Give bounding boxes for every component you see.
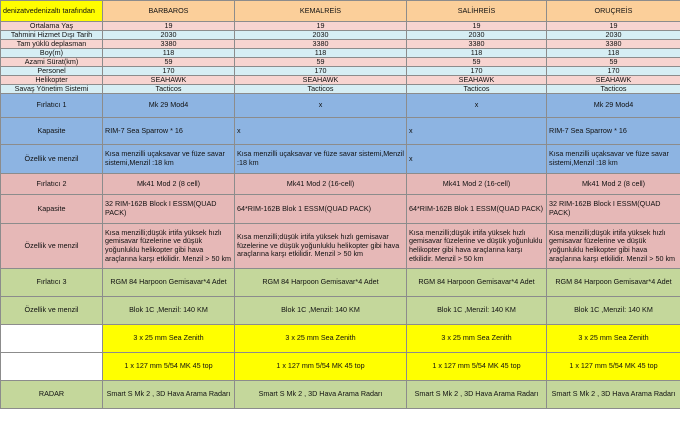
value-cell: 3 x 25 mm Sea Zenith: [407, 325, 547, 353]
row-label: Özellik ve menzil: [1, 224, 103, 269]
value-cell: Tacticos: [103, 85, 235, 94]
value-cell: Mk41 Mod 2 (16-cell): [235, 174, 407, 195]
value-cell: 2030: [103, 31, 235, 40]
value-cell: 59: [407, 58, 547, 67]
row-label: Fırlatıcı 2: [1, 174, 103, 195]
table-row: [1, 174, 680, 195]
row-label: Fırlatıcı 1: [1, 94, 103, 118]
value-cell: 19: [407, 22, 547, 31]
table-row: [1, 381, 680, 409]
value-cell: 59: [235, 58, 407, 67]
table-row: [1, 58, 680, 67]
value-cell: Smart S Mk 2 , 3D Hava Arama Radarı: [103, 381, 235, 409]
value-cell: 19: [547, 22, 680, 31]
row-label: Özellik ve menzil: [1, 145, 103, 174]
value-cell: SEAHAWK: [103, 76, 235, 85]
table-row: [1, 76, 680, 85]
value-cell: Kısa menzilli;düşük irtifa yüksek hızlı gemisavar füzelerine ve düşük yoğunluklu helikopter gibi hava araçlarına karşı etkilidir. Menzil > 50 km: [235, 224, 407, 269]
ship-header-barbaros: BARBAROS: [103, 1, 235, 22]
value-cell: 64*RIM-162B Blok 1 ESSM(QUAD PACK): [235, 195, 407, 224]
value-cell: 32 RIM-162B Block I ESSM(QUAD PACK): [547, 195, 680, 224]
row-label: [1, 325, 103, 353]
table-row: [1, 145, 680, 174]
value-cell: Smart S Mk 2 , 3D Hava Arama Radarı: [235, 381, 407, 409]
value-cell: 2030: [407, 31, 547, 40]
table-row: [1, 353, 680, 381]
row-label: Özellik ve menzil: [1, 297, 103, 325]
value-cell: Kısa menzilli;düşük irtifa yüksek hızlı gemisavar füzelerine ve düşük yoğunluklu helikopter gibi hava araçlarına karşı etkilidir. Menzil > 50 km: [407, 224, 547, 269]
ship-header-salihreis: SALİHREİS: [407, 1, 547, 22]
value-cell: Smart S Mk 2 , 3D Hava Arama Radarı: [547, 381, 680, 409]
value-cell: Mk 29 Mod4: [547, 94, 680, 118]
value-cell: 2030: [235, 31, 407, 40]
value-cell: 170: [235, 67, 407, 76]
ship-header-orucreis: ORUÇREİS: [547, 1, 680, 22]
value-cell: x: [407, 118, 547, 145]
value-cell: 118: [235, 49, 407, 58]
value-cell: Mk41 Mod 2 (8 cell): [547, 174, 680, 195]
row-label: RADAR: [1, 381, 103, 409]
table-row: [1, 269, 680, 297]
value-cell: Mk41 Mod 2 (16-cell): [407, 174, 547, 195]
value-cell: Smart S Mk 2 , 3D Hava Arama Radarı: [407, 381, 547, 409]
value-cell: Blok 1C ,Menzil: 140 KM: [407, 297, 547, 325]
value-cell: 1 x 127 mm 5/54 MK 45 top: [547, 353, 680, 381]
row-label: Boy(m): [1, 49, 103, 58]
value-cell: RGM 84 Harpoon Gemisavar*4 Adet: [407, 269, 547, 297]
table-row: [1, 67, 680, 76]
table-row: [1, 49, 680, 58]
row-label: Tahmini Hizmet Dışı Tarih: [1, 31, 103, 40]
table-row: [1, 22, 680, 31]
value-cell: x: [407, 94, 547, 118]
value-cell: Kısa menzilli uçaksavar ve füze savar sistemi,Menzil :18 km: [547, 145, 680, 174]
value-cell: 3380: [547, 40, 680, 49]
value-cell: 32 RIM-162B Block I ESSM(QUAD PACK): [103, 195, 235, 224]
value-cell: 19: [235, 22, 407, 31]
value-cell: Blok 1C ,Menzil: 140 KM: [103, 297, 235, 325]
value-cell: 3380: [235, 40, 407, 49]
value-cell: x: [235, 94, 407, 118]
value-cell: Tacticos: [547, 85, 680, 94]
value-cell: RGM 84 Harpoon Gemisavar*4 Adet: [547, 269, 680, 297]
table-row: [1, 94, 680, 118]
value-cell: 3380: [103, 40, 235, 49]
value-cell: x: [407, 145, 547, 174]
value-cell: 64*RIM-162B Blok 1 ESSM(QUAD PACK): [407, 195, 547, 224]
table-row: [1, 31, 680, 40]
row-label: Tam yüklü deplasman: [1, 40, 103, 49]
value-cell: Mk 29 Mod4: [103, 94, 235, 118]
row-label: Helikopter: [1, 76, 103, 85]
value-cell: Tacticos: [407, 85, 547, 94]
value-cell: Blok 1C ,Menzil: 140 KM: [235, 297, 407, 325]
table-row: [1, 224, 680, 269]
value-cell: RGM 84 Harpoon Gemisavar*4 Adet: [235, 269, 407, 297]
row-label: [1, 353, 103, 381]
table-row: [1, 297, 680, 325]
value-cell: RIM-7 Sea Sparrow * 16: [547, 118, 680, 145]
value-cell: 118: [407, 49, 547, 58]
value-cell: 1 x 127 mm 5/54 MK 45 top: [407, 353, 547, 381]
value-cell: 1 x 127 mm 5/54 MK 45 top: [235, 353, 407, 381]
row-label: Kapasite: [1, 118, 103, 145]
row-label: Fırlatıcı 3: [1, 269, 103, 297]
value-cell: RIM-7 Sea Sparrow * 16: [103, 118, 235, 145]
value-cell: 3 x 25 mm Sea Zenith: [103, 325, 235, 353]
value-cell: 118: [103, 49, 235, 58]
table-row: [1, 195, 680, 224]
value-cell: Mk41 Mod 2 (8 cell): [103, 174, 235, 195]
row-label: Kapasite: [1, 195, 103, 224]
value-cell: RGM 84 Harpoon Gemisavar*4 Adet: [103, 269, 235, 297]
table-row: [1, 325, 680, 353]
value-cell: 2030: [547, 31, 680, 40]
header-row: [1, 1, 680, 22]
table-row: [1, 118, 680, 145]
row-label: Ortalama Yaş: [1, 22, 103, 31]
value-cell: 19: [103, 22, 235, 31]
value-cell: Kısa menzilli uçaksavar ve füze savar sistemi,Menzil :18 km: [103, 145, 235, 174]
value-cell: Blok 1C ,Menzil: 140 KM: [547, 297, 680, 325]
value-cell: 59: [103, 58, 235, 67]
value-cell: Kısa menzilli uçaksavar ve füze savar sistemi,Menzil :18 km: [235, 145, 407, 174]
value-cell: SEAHAWK: [407, 76, 547, 85]
value-cell: Kısa menzilli;düşük irtifa yüksek hızlı gemisavar füzelerine ve düşük yoğunluklu helikopter gibi hava araçlarına karşı etkilidir. Menzil > 50 km: [103, 224, 235, 269]
value-cell: 3 x 25 mm Sea Zenith: [547, 325, 680, 353]
value-cell: 170: [547, 67, 680, 76]
value-cell: 170: [103, 67, 235, 76]
value-cell: x: [235, 118, 407, 145]
row-label: Savaş Yönetim Sistemi: [1, 85, 103, 94]
value-cell: 3 x 25 mm Sea Zenith: [235, 325, 407, 353]
row-label: Azami Sürat(km): [1, 58, 103, 67]
row-label: Personel: [1, 67, 103, 76]
value-cell: 170: [407, 67, 547, 76]
value-cell: 59: [547, 58, 680, 67]
ship-header-kemalreis: KEMALREİS: [235, 1, 407, 22]
corner-cell: denizatvedenizaltı tarafından: [1, 1, 103, 22]
value-cell: SEAHAWK: [235, 76, 407, 85]
value-cell: 118: [547, 49, 680, 58]
table-row: [1, 40, 680, 49]
value-cell: 1 x 127 mm 5/54 MK 45 top: [103, 353, 235, 381]
value-cell: Kısa menzilli;düşük irtifa yüksek hızlı gemisavar füzelerine ve düşük yoğunluklu helikopter gibi hava araçlarına karşı etkilidir. Menzil > 50 km: [547, 224, 680, 269]
value-cell: 3380: [407, 40, 547, 49]
value-cell: SEAHAWK: [547, 76, 680, 85]
value-cell: Tacticos: [235, 85, 407, 94]
table-row: [1, 85, 680, 94]
